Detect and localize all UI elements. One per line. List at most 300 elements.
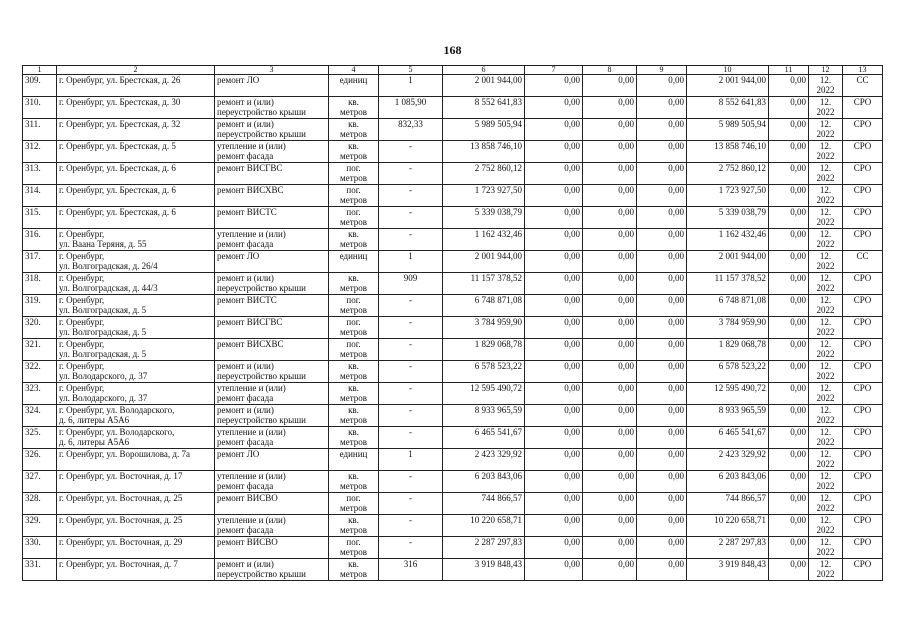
funding-cell: 0,00 <box>769 273 809 295</box>
address-cell-line: г. Оренбург, <box>59 251 105 261</box>
table-row <box>23 163 883 185</box>
funding-cell: 0,00 <box>637 449 687 471</box>
unit-cell-line: пог. <box>346 493 361 503</box>
funding-cell: 0,00 <box>525 405 583 427</box>
column-number: 11 <box>769 66 809 75</box>
funding-cell: 0,00 <box>583 493 637 515</box>
work-type-cell-line: утепление и (или) <box>217 229 286 239</box>
work-type-cell <box>215 97 329 119</box>
fund-method-cell: СРО <box>843 295 883 317</box>
quantity-cell: 1 085,90 <box>379 97 443 119</box>
deadline-cell-line: 2022 <box>816 415 835 425</box>
unit-cell-line: метров <box>340 415 367 425</box>
row-number: 325. <box>23 427 57 449</box>
owner-funds-cell: 2 001 944,00 <box>687 75 769 97</box>
deadline-cell <box>809 185 843 207</box>
column-number: 4 <box>329 66 379 75</box>
deadline-cell-line: 12. <box>819 383 832 393</box>
unit-cell-line: пог. <box>346 185 361 195</box>
deadline-cell-line: 2022 <box>816 327 835 337</box>
column-number: 3 <box>215 66 329 75</box>
work-type-cell <box>215 75 329 97</box>
funding-cell: 0,00 <box>769 97 809 119</box>
table-row <box>23 471 883 493</box>
address-cell <box>57 295 215 317</box>
unit-cell-line: единиц <box>339 251 368 261</box>
fund-method-cell: СРО <box>843 339 883 361</box>
total-cost-cell: 2 001 944,00 <box>443 251 525 273</box>
address-cell <box>57 97 215 119</box>
address-cell <box>57 119 215 141</box>
row-number: 310. <box>23 97 57 119</box>
funding-cell: 0,00 <box>637 163 687 185</box>
funding-cell: 0,00 <box>525 295 583 317</box>
funding-cell: 0,00 <box>637 207 687 229</box>
work-type-cell-line: ремонт и (или) <box>217 559 274 569</box>
quantity-cell: 832,33 <box>379 119 443 141</box>
owner-funds-cell: 8 552 641,83 <box>687 97 769 119</box>
address-cell <box>57 185 215 207</box>
address-cell <box>57 163 215 185</box>
funding-cell: 0,00 <box>769 471 809 493</box>
row-number: 322. <box>23 361 57 383</box>
unit-cell-line: метров <box>340 525 367 535</box>
quantity-cell: - <box>379 141 443 163</box>
deadline-cell-line: 2022 <box>816 305 835 315</box>
row-number: 328. <box>23 493 57 515</box>
unit-cell <box>329 229 379 251</box>
unit-cell <box>329 493 379 515</box>
work-type-cell <box>215 515 329 537</box>
deadline-cell <box>809 97 843 119</box>
row-number: 311. <box>23 119 57 141</box>
work-type-cell <box>215 559 329 581</box>
work-type-cell <box>215 537 329 559</box>
unit-cell-line: метров <box>340 371 367 381</box>
funding-cell: 0,00 <box>525 119 583 141</box>
work-type-cell-line: ремонт фасада <box>217 151 274 161</box>
work-type-cell-line: утепление и (или) <box>217 383 286 393</box>
table-row <box>23 97 883 119</box>
unit-cell <box>329 207 379 229</box>
funding-cell: 0,00 <box>525 75 583 97</box>
column-number: 5 <box>379 66 443 75</box>
work-type-cell <box>215 229 329 251</box>
address-cell-line: г. Оренбург, ул. Восточная, д. 25 <box>59 493 183 503</box>
address-cell-line: ул. Волгоградская, д. 26/4 <box>59 261 158 271</box>
address-cell-line: г. Оренбург, ул. Восточная, д. 29 <box>59 537 183 547</box>
work-type-cell <box>215 295 329 317</box>
deadline-cell <box>809 251 843 273</box>
unit-cell <box>329 141 379 163</box>
owner-funds-cell: 5 339 038,79 <box>687 207 769 229</box>
work-type-cell <box>215 427 329 449</box>
funding-cell: 0,00 <box>525 185 583 207</box>
quantity-cell: - <box>379 537 443 559</box>
owner-funds-cell: 10 220 658,71 <box>687 515 769 537</box>
unit-cell-line: метров <box>340 305 367 315</box>
deadline-cell-line: 12. <box>819 493 832 503</box>
fund-method-cell: СС <box>843 251 883 273</box>
work-type-cell-line: ремонт и (или) <box>217 361 274 371</box>
deadline-cell-line: 12. <box>819 97 832 107</box>
work-type-cell-line: переустройство крыши <box>217 283 306 293</box>
owner-funds-cell: 2 001 944,00 <box>687 251 769 273</box>
funding-cell: 0,00 <box>583 559 637 581</box>
address-cell <box>57 427 215 449</box>
work-type-cell-line: ремонт и (или) <box>217 273 274 283</box>
unit-cell-line: метров <box>340 239 367 249</box>
total-cost-cell: 2 287 297,83 <box>443 537 525 559</box>
funding-cell: 0,00 <box>637 141 687 163</box>
funding-cell: 0,00 <box>637 471 687 493</box>
work-type-cell-line: ремонт ВИСГВС <box>217 163 283 173</box>
work-type-cell <box>215 251 329 273</box>
owner-funds-cell: 8 933 965,59 <box>687 405 769 427</box>
quantity-cell: - <box>379 229 443 251</box>
funding-cell: 0,00 <box>769 317 809 339</box>
funding-cell: 0,00 <box>769 405 809 427</box>
deadline-cell-line: 12. <box>819 515 832 525</box>
work-type-cell-line: ремонт ВИСГВС <box>217 317 283 327</box>
funding-cell: 0,00 <box>525 559 583 581</box>
work-type-cell <box>215 119 329 141</box>
row-number: 327. <box>23 471 57 493</box>
fund-method-cell: СРО <box>843 97 883 119</box>
work-type-cell <box>215 339 329 361</box>
row-number: 331. <box>23 559 57 581</box>
deadline-cell-line: 2022 <box>816 129 835 139</box>
quantity-cell: - <box>379 185 443 207</box>
column-number: 9 <box>637 66 687 75</box>
unit-cell <box>329 163 379 185</box>
funding-cell: 0,00 <box>525 427 583 449</box>
deadline-cell-line: 2022 <box>816 217 835 227</box>
unit-cell <box>329 383 379 405</box>
column-number: 8 <box>583 66 637 75</box>
address-cell-line: д. 6, литеры А5А6 <box>59 415 130 425</box>
deadline-cell-line: 12. <box>819 251 832 261</box>
address-cell-line: г. Оренбург, ул. Брестская, д. 5 <box>59 141 176 151</box>
work-type-cell <box>215 361 329 383</box>
total-cost-cell: 2 001 944,00 <box>443 75 525 97</box>
row-number: 329. <box>23 515 57 537</box>
funding-cell: 0,00 <box>637 427 687 449</box>
fund-method-cell: СРО <box>843 537 883 559</box>
unit-cell <box>329 295 379 317</box>
address-cell-line: г. Оренбург, <box>59 273 105 283</box>
table-row <box>23 273 883 295</box>
work-type-cell-line: ремонт ВИСВО <box>217 537 278 547</box>
funding-cell: 0,00 <box>769 361 809 383</box>
row-number: 324. <box>23 405 57 427</box>
deadline-cell-line: 12. <box>819 449 832 459</box>
work-type-cell-line: ремонт ВИСТС <box>217 295 277 305</box>
funding-cell: 0,00 <box>525 361 583 383</box>
quantity-cell: - <box>379 163 443 185</box>
table-row <box>23 339 883 361</box>
owner-funds-cell: 3 919 848,43 <box>687 559 769 581</box>
deadline-cell-line: 12. <box>819 559 832 569</box>
unit-cell-line: метров <box>340 569 367 579</box>
column-number: 2 <box>57 66 215 75</box>
owner-funds-cell: 11 157 378,52 <box>687 273 769 295</box>
funding-cell: 0,00 <box>769 251 809 273</box>
fund-method-cell: СРО <box>843 317 883 339</box>
unit-cell-line: метров <box>340 393 367 403</box>
address-cell-line: г. Оренбург, <box>59 361 105 371</box>
funding-cell: 0,00 <box>583 405 637 427</box>
address-cell-line: г. Оренбург, ул. Брестская, д. 6 <box>59 163 176 173</box>
total-cost-cell: 8 552 641,83 <box>443 97 525 119</box>
funding-cell: 0,00 <box>637 361 687 383</box>
address-cell-line: г. Оренбург, ул. Брестская, д. 32 <box>59 119 181 129</box>
funding-cell: 0,00 <box>769 537 809 559</box>
unit-cell <box>329 185 379 207</box>
quantity-cell: - <box>379 295 443 317</box>
deadline-cell <box>809 317 843 339</box>
deadline-cell-line: 2022 <box>816 173 835 183</box>
fund-method-cell: СРО <box>843 559 883 581</box>
total-cost-cell: 12 595 490,72 <box>443 383 525 405</box>
fund-method-cell: СРО <box>843 493 883 515</box>
funding-cell: 0,00 <box>525 141 583 163</box>
row-number: 309. <box>23 75 57 97</box>
address-cell-line: ул. Волгоградская, д. 5 <box>59 305 147 315</box>
unit-cell-line: метров <box>340 217 367 227</box>
address-cell <box>57 75 215 97</box>
unit-cell-line: метров <box>340 173 367 183</box>
funding-cell: 0,00 <box>637 405 687 427</box>
funding-cell: 0,00 <box>637 185 687 207</box>
deadline-cell <box>809 427 843 449</box>
deadline-cell <box>809 229 843 251</box>
unit-cell <box>329 119 379 141</box>
fund-method-cell: СРО <box>843 229 883 251</box>
address-cell <box>57 207 215 229</box>
table-row <box>23 75 883 97</box>
owner-funds-cell: 6 578 523,22 <box>687 361 769 383</box>
work-type-cell <box>215 163 329 185</box>
unit-cell-line: кв. <box>348 405 359 415</box>
quantity-cell: - <box>379 317 443 339</box>
fund-method-cell: СРО <box>843 163 883 185</box>
table-row <box>23 251 883 273</box>
unit-cell-line: пог. <box>346 339 361 349</box>
funding-cell: 0,00 <box>769 515 809 537</box>
work-type-cell-line: ремонт фасада <box>217 525 274 535</box>
owner-funds-cell: 6 748 871,08 <box>687 295 769 317</box>
work-type-cell <box>215 207 329 229</box>
work-type-cell-line: утепление и (или) <box>217 471 286 481</box>
address-cell <box>57 515 215 537</box>
unit-cell <box>329 97 379 119</box>
address-cell <box>57 449 215 471</box>
deadline-cell <box>809 449 843 471</box>
unit-cell <box>329 449 379 471</box>
work-type-cell-line: ремонт фасада <box>217 393 274 403</box>
total-cost-cell: 6 203 843,06 <box>443 471 525 493</box>
funding-cell: 0,00 <box>583 163 637 185</box>
unit-cell-line: метров <box>340 503 367 513</box>
unit-cell-line: кв. <box>348 383 359 393</box>
total-cost-cell: 1 723 927,50 <box>443 185 525 207</box>
funding-cell: 0,00 <box>525 537 583 559</box>
address-cell <box>57 273 215 295</box>
funding-cell: 0,00 <box>525 449 583 471</box>
deadline-cell <box>809 405 843 427</box>
work-type-cell-line: ремонт ЛО <box>217 75 260 85</box>
funding-cell: 0,00 <box>525 229 583 251</box>
fund-method-cell: СРО <box>843 273 883 295</box>
row-number: 320. <box>23 317 57 339</box>
work-type-cell-line: ремонт фасада <box>217 481 274 491</box>
funding-cell: 0,00 <box>583 75 637 97</box>
funding-cell: 0,00 <box>525 515 583 537</box>
owner-funds-cell: 744 866,57 <box>687 493 769 515</box>
unit-cell-line: кв. <box>348 515 359 525</box>
unit-cell-line: метров <box>340 107 367 117</box>
quantity-cell: - <box>379 383 443 405</box>
deadline-cell-line: 12. <box>819 427 832 437</box>
table-row <box>23 493 883 515</box>
registry-table <box>22 65 883 581</box>
unit-cell <box>329 361 379 383</box>
unit-cell-line: кв. <box>348 559 359 569</box>
fund-method-cell: СРО <box>843 119 883 141</box>
unit-cell-line: метров <box>340 327 367 337</box>
deadline-cell-line: 12. <box>819 295 832 305</box>
address-cell <box>57 471 215 493</box>
deadline-cell-line: 12. <box>819 141 832 151</box>
funding-cell: 0,00 <box>583 339 637 361</box>
work-type-cell-line: ремонт ВИСХВС <box>217 185 284 195</box>
work-type-cell-line: переустройство крыши <box>217 415 306 425</box>
row-number: 319. <box>23 295 57 317</box>
unit-cell-line: кв. <box>348 119 359 129</box>
deadline-cell-line: 2022 <box>816 239 835 249</box>
work-type-cell-line: утепление и (или) <box>217 141 286 151</box>
address-cell <box>57 493 215 515</box>
funding-cell: 0,00 <box>637 383 687 405</box>
address-cell-line: г. Оренбург, ул. Брестская, д. 30 <box>59 97 181 107</box>
unit-cell-line: метров <box>340 151 367 161</box>
address-cell-line: ул. Волгоградская, д. 44/3 <box>59 283 158 293</box>
unit-cell <box>329 273 379 295</box>
owner-funds-cell: 6 465 541,67 <box>687 427 769 449</box>
funding-cell: 0,00 <box>583 295 637 317</box>
funding-cell: 0,00 <box>637 515 687 537</box>
funding-cell: 0,00 <box>525 339 583 361</box>
funding-cell: 0,00 <box>583 185 637 207</box>
address-cell-line: г. Оренбург, <box>59 295 105 305</box>
table-row <box>23 119 883 141</box>
work-type-cell-line: ремонт ЛО <box>217 449 260 459</box>
deadline-cell <box>809 163 843 185</box>
unit-cell-line: пог. <box>346 207 361 217</box>
unit-cell-line: метров <box>340 283 367 293</box>
address-cell-line: г. Оренбург, <box>59 339 105 349</box>
unit-cell-line: метров <box>340 481 367 491</box>
funding-cell: 0,00 <box>637 119 687 141</box>
address-cell-line: г. Оренбург, ул. Восточная, д. 25 <box>59 515 183 525</box>
deadline-cell-line: 2022 <box>816 459 835 469</box>
work-type-cell-line: ремонт ВИСВО <box>217 493 278 503</box>
funding-cell: 0,00 <box>769 427 809 449</box>
quantity-cell: 1 <box>379 75 443 97</box>
total-cost-cell: 5 989 505,94 <box>443 119 525 141</box>
unit-cell-line: единиц <box>339 449 368 459</box>
owner-funds-cell: 13 858 746,10 <box>687 141 769 163</box>
work-type-cell <box>215 141 329 163</box>
column-number: 1 <box>23 66 57 75</box>
fund-method-cell: СРО <box>843 383 883 405</box>
unit-cell-line: пог. <box>346 295 361 305</box>
funding-cell: 0,00 <box>637 559 687 581</box>
address-cell <box>57 229 215 251</box>
work-type-cell <box>215 471 329 493</box>
funding-cell: 0,00 <box>583 471 637 493</box>
funding-cell: 0,00 <box>583 427 637 449</box>
owner-funds-cell: 1 829 068,78 <box>687 339 769 361</box>
deadline-cell <box>809 339 843 361</box>
row-number: 316. <box>23 229 57 251</box>
work-type-cell <box>215 317 329 339</box>
deadline-cell-line: 2022 <box>816 437 835 447</box>
quantity-cell: - <box>379 515 443 537</box>
funding-cell: 0,00 <box>637 339 687 361</box>
total-cost-cell: 6 748 871,08 <box>443 295 525 317</box>
unit-cell-line: кв. <box>348 471 359 481</box>
unit-cell <box>329 537 379 559</box>
address-cell-line: г. Оренбург, <box>59 229 105 239</box>
table-row <box>23 141 883 163</box>
table-row <box>23 185 883 207</box>
work-type-cell-line: ремонт и (или) <box>217 119 274 129</box>
fund-method-cell: СРО <box>843 185 883 207</box>
fund-method-cell: СРО <box>843 515 883 537</box>
address-cell <box>57 383 215 405</box>
address-cell-line: г. Оренбург, ул. Восточная, д. 17 <box>59 471 183 481</box>
unit-cell-line: пог. <box>346 317 361 327</box>
funding-cell: 0,00 <box>769 559 809 581</box>
address-cell <box>57 361 215 383</box>
deadline-cell-line: 12. <box>819 207 832 217</box>
deadline-cell <box>809 273 843 295</box>
unit-cell-line: метров <box>340 437 367 447</box>
deadline-cell <box>809 471 843 493</box>
unit-cell-line: кв. <box>348 427 359 437</box>
column-number: 13 <box>843 66 883 75</box>
funding-cell: 0,00 <box>769 295 809 317</box>
funding-cell: 0,00 <box>769 339 809 361</box>
work-type-cell-line: утепление и (или) <box>217 515 286 525</box>
unit-cell-line: кв. <box>348 141 359 151</box>
deadline-cell <box>809 119 843 141</box>
fund-method-cell: СС <box>843 75 883 97</box>
deadline-cell-line: 12. <box>819 361 832 371</box>
unit-cell <box>329 317 379 339</box>
owner-funds-cell: 2 287 297,83 <box>687 537 769 559</box>
deadline-cell-line: 12. <box>819 163 832 173</box>
fund-method-cell: СРО <box>843 361 883 383</box>
funding-cell: 0,00 <box>525 97 583 119</box>
work-type-cell-line: ремонт ВИСТС <box>217 207 277 217</box>
address-cell-line: г. Оренбург, ул. Володарского, <box>59 427 175 437</box>
quantity-cell: - <box>379 405 443 427</box>
address-cell <box>57 339 215 361</box>
table-row <box>23 361 883 383</box>
